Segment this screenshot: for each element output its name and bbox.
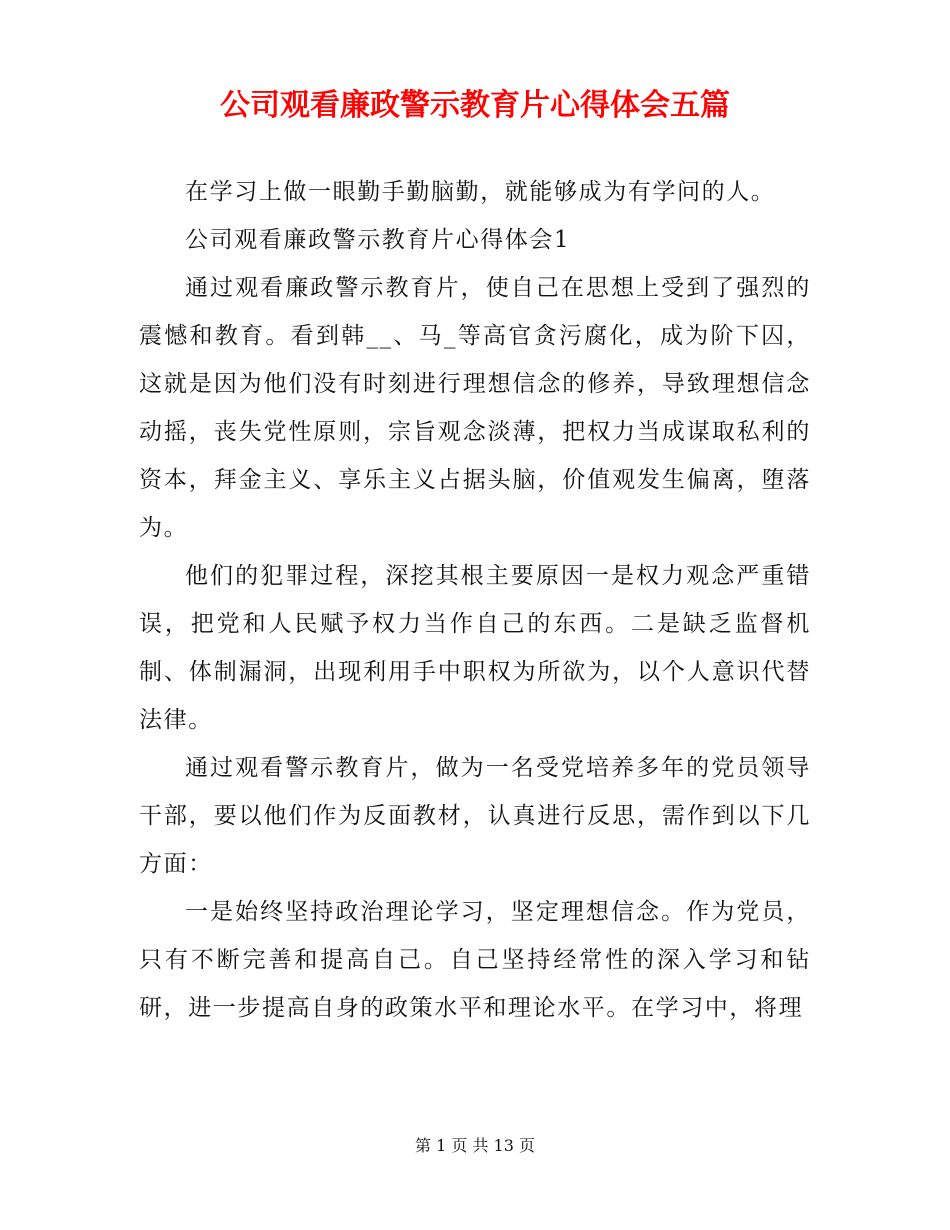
paragraph: 一是始终坚持政治理论学习，坚定理想信念。作为党员，只有不断完善和提高自己。自己坚持经常性的深入学习和钻研，进一步提高自身的政策水平和理论水平。在学习中，将理 (139, 899, 811, 1021)
document-body (139, 168, 811, 1032)
paragraph: 在学习上做一眼勤手勤脑勤，就能够成为有学问的人。 (185, 179, 776, 205)
paragraph: 他们的犯罪过程，深挖其根主要原因一是权力观念严重错误，把党和人民赋予权力当作自己的东西。二是缺乏监督机制、体制漏洞，出现利用手中职权为所欲为，以个人意识代替法律。 (139, 563, 811, 733)
paragraph: 通过观看警示教育片，做为一名受党培养多年的党员领导干部，要以他们作为反面教材，认真进行反思，需作到以下几方面： (139, 755, 811, 877)
section-heading: 公司观看廉政警示教育片心得体会1 (185, 227, 571, 253)
paragraph: 通过观看廉政警示教育片，使自己在思想上受到了强烈的震憾和教育。看到韩__、马_等高官贪污腐化，成为阶下囚，这就是因为他们没有时刻进行理想信念的修养，导致理想信念动摇，丧失党性原则，宗旨观念淡薄，把权力当成谋取私利的资本，拜金主义、享乐主义占据头脑，价值观发生偏离，堕落为。 (139, 275, 811, 541)
document-title: 公司观看廉政警示教育片心得体会五篇 (220, 88, 730, 123)
page-number-footer: 第 1 页 共 13 页 (415, 1136, 535, 1155)
